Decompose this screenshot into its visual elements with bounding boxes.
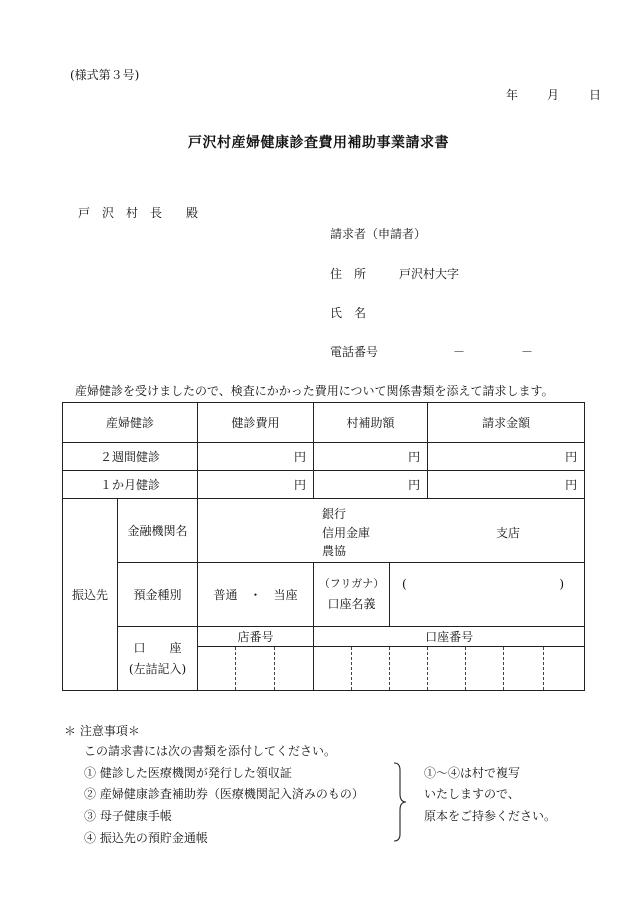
subsidy-2week-field[interactable]: 円 xyxy=(314,443,428,471)
address-value: 戸沢村大字 xyxy=(399,267,460,281)
account-label xyxy=(118,627,198,691)
bank-name-label: 金融機関名 xyxy=(118,499,198,563)
account-digit-3[interactable] xyxy=(390,647,428,691)
account-digit-2[interactable] xyxy=(352,647,390,691)
header-claim-amount: 請求金額 xyxy=(428,403,585,443)
account-digit-7[interactable] xyxy=(544,647,585,691)
account-digit-1[interactable] xyxy=(314,647,352,691)
cost-2week-field[interactable]: 円 xyxy=(198,443,314,471)
notes-lead: この請求書には次の書類を添付してください。 xyxy=(84,744,337,758)
paren-close: ) xyxy=(559,577,565,591)
deposit-type-options[interactable]: 普通 ・ 当座 xyxy=(198,563,314,627)
account-holder-text: 口座名義 xyxy=(327,596,376,611)
name-label: 氏 名 xyxy=(330,306,367,320)
account-number-header: 口座番号 xyxy=(314,627,585,647)
claimant-heading: 請求者（申請者） xyxy=(330,227,427,241)
claim-table xyxy=(62,402,585,691)
row-label-2week: ２週間健診 xyxy=(63,443,198,471)
account-holder-label xyxy=(314,563,390,627)
transfer-label: 振込先 xyxy=(63,499,118,691)
bank-type-credit-union: 信用金庫 xyxy=(322,525,371,540)
store-digit-3[interactable] xyxy=(275,647,314,691)
notes-side-1: ①～④は村で複写 xyxy=(424,766,521,780)
bank-type-agri-coop: 農協 xyxy=(322,544,347,559)
address-label: 住 所 xyxy=(330,267,367,281)
claim-1month-field[interactable]: 円 xyxy=(428,471,585,499)
page-title: 戸沢村産婦健康診査費用補助事業請求書 xyxy=(188,135,449,151)
notes-item-1: ① 健診した医療機関が発行した領収証 xyxy=(84,766,292,780)
claim-2week-field[interactable]: 円 xyxy=(428,443,585,471)
account-digit-6[interactable] xyxy=(504,647,544,691)
phone-separator-1: － xyxy=(453,345,466,359)
store-number-header: 店番号 xyxy=(198,627,314,647)
row-label-1month: １か月健診 xyxy=(63,471,198,499)
notes-item-2: ② 産婦健康診査補助券（医療機関記入済みのもの） xyxy=(84,787,364,801)
store-digit-2[interactable] xyxy=(236,647,275,691)
header-checkup: 産婦健診 xyxy=(63,403,198,443)
account-label-note: (左詰記入) xyxy=(128,661,187,676)
bank-name-field[interactable] xyxy=(198,499,585,563)
addressee: 戸 沢 村 長 殿 xyxy=(78,206,199,220)
phone-label: 電話番号 xyxy=(330,345,379,359)
date-day: 日 xyxy=(589,88,602,102)
account-digit-4[interactable] xyxy=(428,647,466,691)
notes-side-3: 原本をご持参ください。 xyxy=(424,809,557,823)
notes-item-3: ③ 母子健康手帳 xyxy=(84,809,172,823)
account-holder-field[interactable] xyxy=(390,563,585,627)
paren-open: ( xyxy=(402,577,407,591)
subsidy-1month-field[interactable]: 円 xyxy=(314,471,428,499)
account-digit-5[interactable] xyxy=(466,647,504,691)
date-month: 月 xyxy=(547,88,560,102)
form-number: (様式第３号) xyxy=(70,68,140,82)
notes-heading: ＊ 注意事項＊ xyxy=(64,724,140,738)
notes-item-4: ④ 振込先の預貯金通帳 xyxy=(84,831,208,845)
furigana-label: （フリガナ） xyxy=(318,576,385,590)
intro-text: 産婦健診を受けましたので、検査にかかった費用について関係書類を添えて請求します。 xyxy=(75,384,554,398)
branch-label: 支店 xyxy=(496,526,521,540)
phone-separator-2: － xyxy=(521,345,534,359)
store-digit-1[interactable] xyxy=(198,647,236,691)
right-brace-icon xyxy=(393,762,407,842)
deposit-type-label: 預金種別 xyxy=(118,563,198,627)
header-checkup-cost: 健診費用 xyxy=(198,403,314,443)
header-village-subsidy: 村補助額 xyxy=(314,403,428,443)
notes-side-2: いたしますので、 xyxy=(424,787,520,801)
date-year: 年 xyxy=(506,88,519,102)
cost-1month-field[interactable]: 円 xyxy=(198,471,314,499)
account-label-main: 口 座 xyxy=(133,641,182,656)
bank-type-bank: 銀行 xyxy=(322,507,347,521)
